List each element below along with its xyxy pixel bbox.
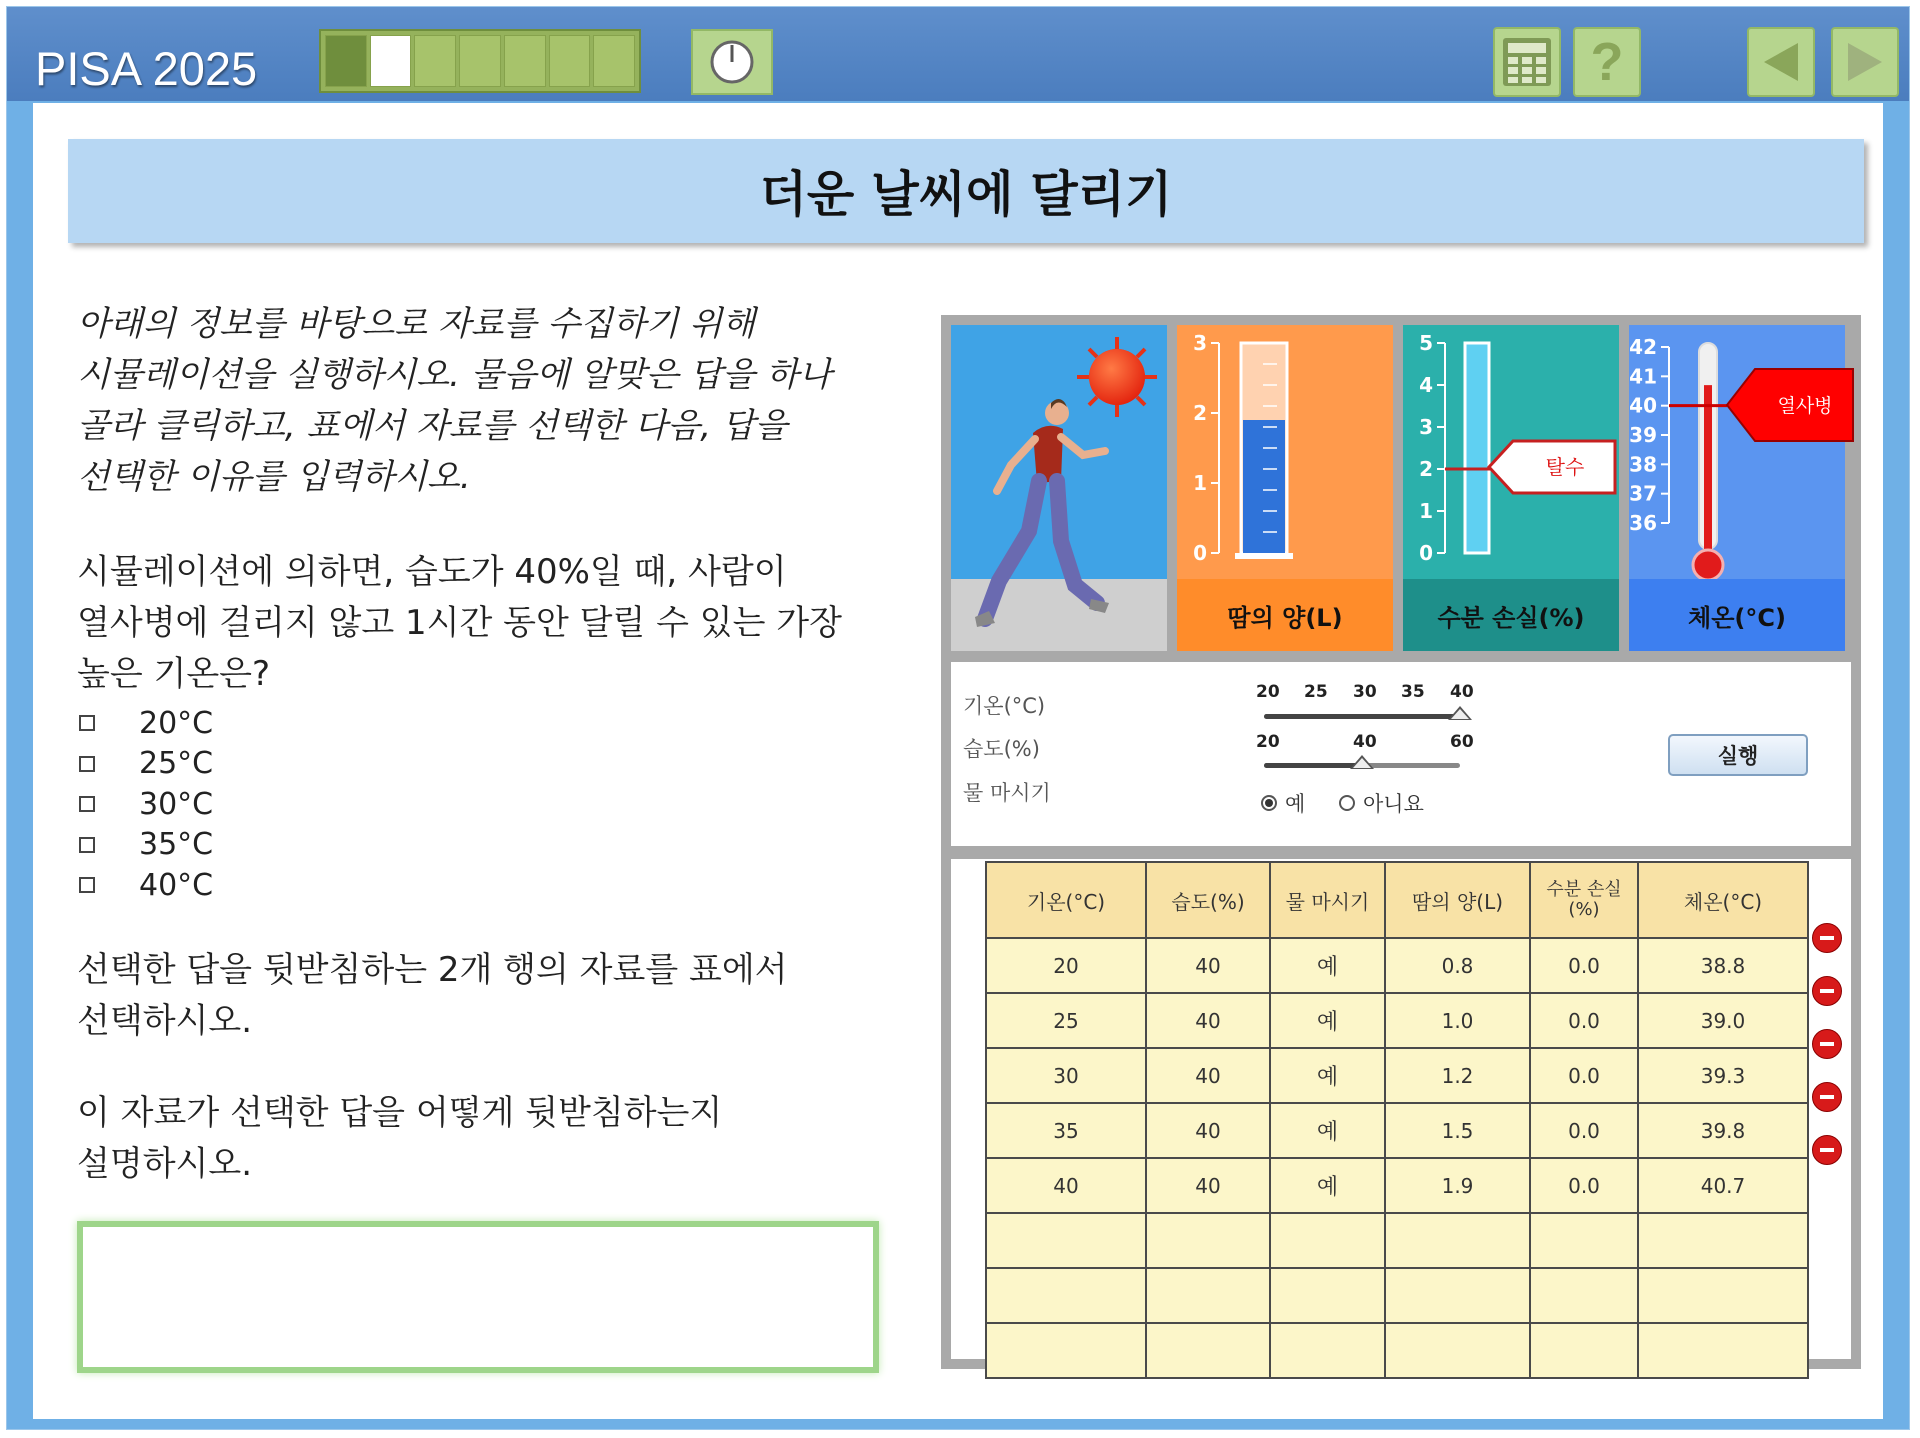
thermometer-bulb — [1693, 550, 1723, 579]
table-cell[interactable] — [1146, 1268, 1270, 1323]
table-cell[interactable] — [1385, 1323, 1530, 1378]
humidity-tick: 40 — [1353, 732, 1377, 752]
sweat-scale-tick-label: 1 — [1193, 471, 1207, 495]
table-cell[interactable] — [986, 1268, 1146, 1323]
option-label: 40°C — [139, 867, 214, 903]
table-cell[interactable]: 0.0 — [1530, 938, 1638, 993]
option-item[interactable] — [77, 784, 213, 825]
option-item[interactable] — [77, 703, 213, 744]
dehydration-marker — [1487, 439, 1617, 495]
table-cell[interactable]: 예 — [1270, 1103, 1385, 1158]
water-tube — [1465, 343, 1489, 553]
thermometer-mercury — [1704, 385, 1712, 553]
progress-segment-2 — [370, 35, 412, 87]
instructions-text — [77, 299, 877, 503]
instructions-line: 선택한 이유를 입력하시오. — [77, 457, 471, 497]
page-title-bar — [68, 139, 1864, 243]
app-window — [6, 6, 1910, 1430]
simulation-panel — [941, 315, 1861, 1369]
table-cell[interactable]: 40 — [1146, 1158, 1270, 1213]
table-cell[interactable]: 30 — [986, 1048, 1146, 1103]
temp-scale-tick-label: 39 — [1629, 423, 1657, 447]
question-line: 높은 기온은? — [77, 654, 271, 694]
option-checkbox[interactable] — [79, 715, 95, 731]
table-cell[interactable]: 예 — [1270, 993, 1385, 1048]
sweat-level — [1243, 420, 1285, 553]
air-temp-tick: 40 — [1450, 682, 1474, 702]
table-cell[interactable]: 0.0 — [1530, 1103, 1638, 1158]
runner-panel — [951, 325, 1167, 651]
option-item[interactable] — [77, 865, 213, 906]
instructions-line: 아래의 정보를 바탕으로 자료를 수집하기 위해 — [77, 304, 756, 344]
air-temp-tick: 30 — [1353, 682, 1377, 702]
delete-row-button[interactable] — [1812, 976, 1842, 1006]
drink-yes-radio[interactable] — [1261, 788, 1305, 818]
drink-yes-label: 예 — [1285, 792, 1306, 816]
water-loss-label: 수분 손실(%) — [1403, 579, 1619, 651]
sweat-scale-tick-label: 3 — [1193, 331, 1207, 355]
table-cell[interactable]: 40 — [1146, 938, 1270, 993]
table-row[interactable] — [986, 1213, 1808, 1268]
table-cell[interactable] — [1270, 1323, 1385, 1378]
table-cell[interactable]: 예 — [1270, 1158, 1385, 1213]
table-cell[interactable]: 예 — [1270, 938, 1385, 993]
support-line: 선택하시오. — [77, 1001, 253, 1041]
next-button[interactable] — [1831, 27, 1899, 97]
runner-icon — [965, 381, 1115, 631]
table-cell[interactable] — [1146, 1213, 1270, 1268]
page-title: 더운 날씨에 달리기 — [759, 166, 1173, 223]
table-cell[interactable] — [1270, 1268, 1385, 1323]
top-toolbar — [7, 7, 1909, 101]
table-cell[interactable] — [1638, 1213, 1808, 1268]
timer-button[interactable] — [691, 29, 773, 95]
progress-segment-5 — [504, 35, 546, 87]
water-scale-tick-label: 2 — [1419, 457, 1433, 481]
progress-segment-7 — [593, 35, 635, 87]
table-cell[interactable]: 40 — [1146, 993, 1270, 1048]
progress-segment-4 — [459, 35, 501, 87]
content-area — [33, 103, 1883, 1419]
table-cell[interactable]: 38.8 — [1638, 938, 1808, 993]
table-cell[interactable]: 40 — [1146, 1048, 1270, 1103]
answer-options — [77, 703, 213, 906]
table-cell[interactable] — [1385, 1213, 1530, 1268]
air-temp-label: 기온(°C) — [963, 694, 1046, 718]
thermometer-gauge — [1629, 325, 1845, 579]
delete-row-button[interactable] — [1812, 923, 1842, 953]
table-cell[interactable]: 40 — [1146, 1103, 1270, 1158]
table-cell[interactable]: 예 — [1270, 1048, 1385, 1103]
brand-title: PISA 2025 — [35, 42, 258, 95]
temp-scale-tick-label: 36 — [1629, 511, 1657, 535]
water-loss-panel — [1403, 325, 1619, 651]
heatstroke-label: 열사병 — [1777, 395, 1833, 417]
table-cell[interactable] — [1530, 1323, 1638, 1378]
option-checkbox[interactable] — [79, 877, 95, 893]
delete-row-button[interactable] — [1812, 1135, 1842, 1165]
air-temp-slider[interactable] — [1264, 714, 1460, 719]
table-cell[interactable]: 1.2 — [1385, 1048, 1530, 1103]
explain-line: 이 자료가 선택한 답을 어떻게 뒷받침하는지 — [77, 1093, 723, 1133]
question-line: 열사병에 걸리지 않고 1시간 동안 달릴 수 있는 가장 — [77, 603, 842, 643]
support-line: 선택한 답을 뒷받침하는 2개 행의 자료를 표에서 — [77, 950, 788, 990]
clock-icon — [707, 37, 757, 87]
header-body-temp: 체온(°C) — [1638, 862, 1808, 938]
table-row[interactable] — [986, 1048, 1808, 1103]
air-temp-tick: 35 — [1401, 682, 1425, 702]
option-label: 20°C — [139, 705, 214, 741]
table-cell[interactable] — [1530, 1213, 1638, 1268]
temp-scale-tick-label: 37 — [1629, 481, 1657, 506]
table-cell[interactable] — [1270, 1213, 1385, 1268]
delete-row-button[interactable] — [1812, 1082, 1842, 1112]
body-temp-label: 체온(°C) — [1629, 579, 1845, 651]
option-checkbox[interactable] — [79, 756, 95, 772]
progress-bar — [319, 29, 641, 93]
table-cell[interactable]: 0.0 — [1530, 1048, 1638, 1103]
table-cell[interactable]: 39.3 — [1638, 1048, 1808, 1103]
temp-scale-tick-label: 40 — [1629, 393, 1657, 418]
drink-no-radio[interactable] — [1339, 788, 1424, 818]
option-checkbox[interactable] — [79, 837, 95, 853]
humidity-tick: 60 — [1450, 732, 1474, 752]
table-cell[interactable]: 0.8 — [1385, 938, 1530, 993]
question-line: 시뮬레이션에 의하면, 습도가 40%일 때, 사람이 — [77, 552, 787, 592]
question-text — [77, 547, 877, 700]
air-temp-tick: 20 — [1256, 682, 1280, 702]
table-cell[interactable]: 39.8 — [1638, 1103, 1808, 1158]
back-arrow-icon — [1756, 37, 1806, 87]
temp-scale-tick-label: 41 — [1629, 364, 1657, 389]
results-table-area — [951, 859, 1851, 1359]
air-temp-slider-fill — [1264, 714, 1460, 719]
progress-segment-6 — [549, 35, 591, 87]
option-item[interactable] — [77, 744, 213, 785]
table-cell[interactable]: 39.0 — [1638, 993, 1808, 1048]
water-scale-tick-label: 5 — [1419, 331, 1433, 355]
table-row[interactable] — [986, 1158, 1808, 1213]
air-temp-slider-handle[interactable] — [1448, 706, 1472, 720]
support-instruction — [77, 945, 877, 1047]
drink-no-label: 아니요 — [1363, 792, 1424, 816]
table-cell[interactable]: 1.9 — [1385, 1158, 1530, 1213]
humidity-label: 습도(%) — [963, 737, 1040, 761]
run-button[interactable]: 실행 — [1668, 734, 1808, 776]
explain-line: 설명하시오. — [77, 1144, 253, 1184]
table-cell[interactable] — [1530, 1268, 1638, 1323]
sweat-scale-tick-label: 0 — [1193, 541, 1207, 565]
table-cell[interactable] — [1146, 1323, 1270, 1378]
heatstroke-marker — [1725, 367, 1857, 443]
humidity-tick: 20 — [1256, 732, 1280, 752]
table-cell[interactable]: 0.0 — [1530, 993, 1638, 1048]
calculator-button[interactable] — [1493, 27, 1561, 97]
water-scale-tick-label: 1 — [1419, 499, 1433, 523]
table-row[interactable] — [986, 1268, 1808, 1323]
explanation-input[interactable] — [77, 1221, 879, 1373]
radio-dot-selected — [1261, 795, 1277, 811]
header-humidity: 습도(%) — [1146, 862, 1270, 938]
header-water-loss: 수분 손실 (%) — [1530, 862, 1638, 938]
sweat-gauge — [1177, 325, 1393, 579]
table-row[interactable] — [986, 993, 1808, 1048]
table-row[interactable] — [986, 1103, 1808, 1158]
temp-scale-tick-label: 42 — [1629, 335, 1657, 359]
humidity-slider-handle[interactable] — [1350, 755, 1374, 769]
table-cell[interactable]: 40 — [986, 1158, 1146, 1213]
sweat-panel — [1177, 325, 1393, 651]
explain-instruction — [77, 1088, 877, 1190]
dehydration-label: 탈수 — [1545, 455, 1585, 479]
table-row[interactable] — [986, 1323, 1808, 1378]
option-checkbox[interactable] — [79, 796, 95, 812]
progress-segment-3 — [414, 35, 456, 87]
water-scale-tick-label: 3 — [1419, 415, 1433, 439]
table-cell[interactable] — [986, 1323, 1146, 1378]
cylinder-base — [1235, 553, 1293, 559]
next-arrow-icon — [1840, 37, 1890, 87]
body-temp-panel — [1629, 325, 1845, 651]
header-drink: 물 마시기 — [1270, 862, 1385, 938]
table-cell[interactable]: 40.7 — [1638, 1158, 1808, 1213]
sweat-scale-tick-label: 2 — [1193, 401, 1207, 425]
drink-water-label: 물 마시기 — [963, 781, 1051, 805]
results-table — [985, 861, 1809, 1379]
option-label: 30°C — [139, 786, 214, 822]
option-item[interactable] — [77, 825, 213, 866]
water-scale-tick-label: 0 — [1419, 541, 1433, 565]
simulation-controls — [951, 662, 1851, 846]
header-air-temp: 기온(°C) — [986, 862, 1146, 938]
delete-row-button[interactable] — [1812, 1029, 1842, 1059]
table-cell[interactable] — [1385, 1268, 1530, 1323]
option-label: 35°C — [139, 827, 214, 863]
help-icon: ? — [1590, 32, 1624, 92]
back-button[interactable] — [1747, 27, 1815, 97]
table-cell[interactable] — [1638, 1323, 1808, 1378]
calculator-icon — [1500, 35, 1554, 89]
humidity-slider-fill — [1264, 763, 1362, 768]
help-button[interactable] — [1573, 27, 1641, 97]
table-cell[interactable] — [1638, 1268, 1808, 1323]
table-cell[interactable]: 0.0 — [1530, 1158, 1638, 1213]
instructions-line: 골라 클릭하고, 표에서 자료를 선택한 다음, 답을 — [77, 406, 788, 446]
table-cell[interactable]: 1.0 — [1385, 993, 1530, 1048]
header-sweat: 땀의 양(L) — [1385, 862, 1530, 938]
table-cell[interactable]: 20 — [986, 938, 1146, 993]
radio-dot — [1339, 795, 1355, 811]
temp-scale-tick-label: 38 — [1629, 452, 1657, 477]
instructions-line: 시뮬레이션을 실행하시오. 물음에 알맞은 답을 하나 — [77, 355, 832, 395]
table-cell[interactable]: 1.5 — [1385, 1103, 1530, 1158]
sweat-label: 땀의 양(L) — [1177, 579, 1393, 651]
table-cell[interactable] — [986, 1213, 1146, 1268]
table-cell[interactable]: 35 — [986, 1103, 1146, 1158]
water-scale-tick-label: 4 — [1419, 373, 1433, 397]
air-temp-tick: 25 — [1304, 682, 1328, 702]
table-header-row — [986, 862, 1808, 938]
table-row[interactable] — [986, 938, 1808, 993]
option-label: 25°C — [139, 746, 214, 782]
table-cell[interactable]: 25 — [986, 993, 1146, 1048]
progress-segment-1 — [325, 35, 367, 87]
